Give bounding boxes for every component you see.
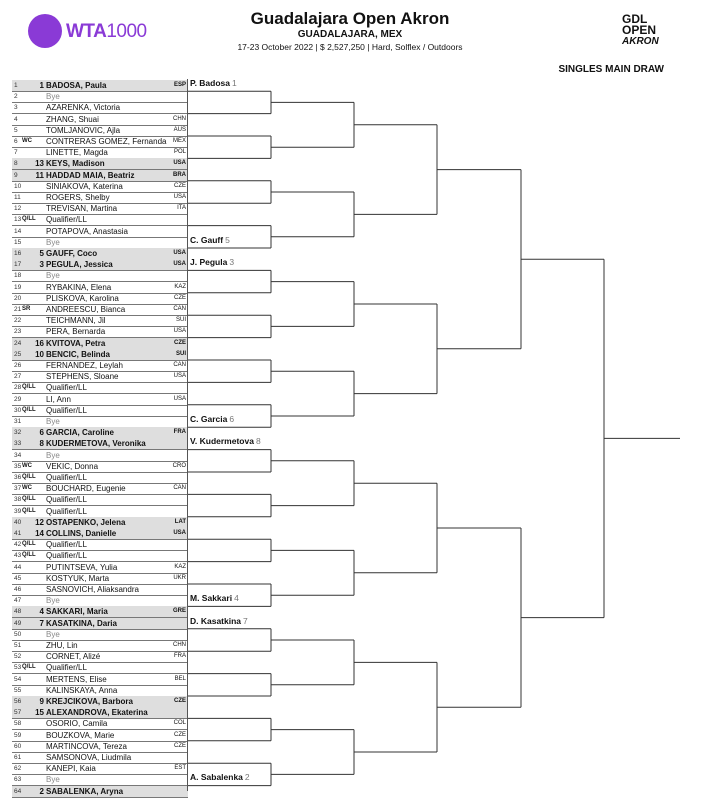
advancing-player-name: A. Sabalenka: [190, 772, 243, 783]
player-nationality: CHN: [173, 115, 186, 122]
entry-number: 53: [14, 664, 22, 672]
entry-seed: 8: [39, 439, 44, 449]
draw-entry: [12, 259, 188, 271]
entry-number: 32: [14, 429, 22, 437]
entry-number: 15: [14, 238, 22, 246]
entry-number: 1: [14, 82, 18, 89]
player-name: Qualifier/LL: [46, 405, 87, 415]
player-name: Qualifier/LL: [46, 495, 87, 505]
player-name: TREVISAN, Martina: [46, 204, 118, 214]
draw-entry: [12, 573, 188, 585]
draw-entry: [12, 326, 188, 338]
advancing-player-seed: 4: [234, 593, 239, 604]
entry-number: 3: [14, 104, 18, 112]
entry-number: 21: [14, 306, 22, 313]
advancing-player-name: C. Garcia: [190, 414, 228, 424]
entry-seed: 9: [39, 697, 44, 706]
player-name: KANEPI, Kaia: [46, 764, 96, 774]
advancing-player: [190, 235, 230, 245]
player-name: Qualifier/LL: [46, 215, 87, 225]
draw-entry: [12, 752, 188, 764]
player-name: GAUFF, Coco: [46, 249, 98, 258]
player-nationality: CZE: [174, 182, 186, 189]
draw-entry: [12, 125, 188, 137]
entry-number: 23: [14, 328, 22, 336]
draw-entry: [12, 293, 188, 305]
advancing-player-seed: 3: [229, 257, 235, 268]
draw-entry: [12, 562, 188, 574]
entry-number: 38: [14, 496, 22, 504]
entry-tag: Q/LL: [22, 384, 36, 391]
player-name: PUTINTSEVA, Yulia: [46, 562, 118, 572]
entry-number: 33: [14, 440, 22, 448]
player-nationality: POL: [173, 149, 186, 156]
player-name: POTAPOVA, Anastasia: [46, 226, 128, 236]
draw-entry: [12, 696, 188, 708]
advancing-player-seed: 5: [225, 234, 230, 245]
entry-number: 18: [14, 272, 22, 280]
advancing-player-name: P. Badosa: [190, 78, 231, 88]
entry-number: 35: [14, 462, 22, 470]
entry-number: 62: [14, 765, 22, 773]
entry-number: 59: [14, 731, 22, 739]
entry-number: 36: [14, 474, 22, 481]
entry-tag: SR: [22, 306, 31, 312]
player-name: KOSTYUK, Marta: [46, 573, 110, 583]
player-name: SINIAKOVA, Katerina: [46, 181, 123, 191]
advancing-player-seed: 6: [229, 414, 235, 424]
entry-number: 10: [14, 182, 22, 190]
player-nationality: CAN: [173, 362, 186, 368]
player-name: OSORIO, Camila: [46, 719, 108, 729]
gdl-open-akron-logo: GDL OPEN AKRON: [622, 12, 659, 47]
draw-entry: [12, 461, 188, 473]
entry-number: 40: [14, 518, 22, 526]
entry-seed: 11: [35, 170, 44, 180]
draw-entry: [12, 203, 188, 215]
player-nationality: GRE: [172, 608, 186, 615]
entry-seed: 10: [35, 349, 44, 359]
player-nationality: CZE: [174, 731, 186, 738]
draw-entry: [12, 674, 188, 686]
player-name: OSTAPENKO, Jelena: [46, 517, 126, 527]
player-name: SAMSONOVA, Liudmila: [46, 753, 132, 762]
player-name: FERNANDEZ, Leylah: [46, 361, 123, 370]
entry-number: 7: [14, 149, 18, 157]
player-name: COLLINS, Danielle: [46, 529, 117, 538]
entry-number: 37: [14, 485, 22, 493]
draw-entry: [12, 517, 188, 529]
entry-number: 14: [14, 227, 22, 235]
player-name: KVITOVA, Petra: [46, 338, 106, 348]
advancing-player: [190, 414, 234, 424]
entry-number: 22: [14, 317, 22, 325]
player-nationality: CAN: [173, 485, 186, 492]
draw-entry: [12, 550, 188, 562]
draw-entry: [12, 80, 188, 92]
player-name: BOUCHARD, Eugenie: [46, 484, 126, 494]
player-name: MERTENS, Elise: [46, 674, 107, 684]
entry-seed: 2: [39, 786, 44, 796]
draw-entry: [12, 315, 188, 327]
entry-number: 49: [14, 619, 22, 627]
draw-entry: [12, 774, 188, 786]
advancing-player-name: J. Pegula: [190, 257, 228, 268]
player-name: TEICHMANN, Jil: [46, 316, 106, 326]
entry-number: 47: [14, 597, 22, 605]
draw-entry: [12, 192, 188, 204]
entry-number: 51: [14, 642, 22, 649]
draw-entry: [12, 181, 188, 193]
draw-entry: [12, 629, 188, 641]
tournament-location: GUADALAJARA, MEX: [297, 29, 403, 40]
player-nationality: BRA: [173, 171, 186, 178]
advancing-player-name: V. Kudermetova: [190, 436, 254, 447]
entry-tag: WC: [22, 485, 32, 492]
player-name: SAKKARI, Maria: [46, 607, 108, 617]
player-name: BENCIC, Belinda: [46, 349, 111, 359]
player-nationality: FRA: [173, 429, 186, 436]
draw-entry: [12, 651, 188, 663]
player-nationality: USA: [173, 328, 186, 335]
draw-entry: [12, 360, 188, 372]
draw-entry: [12, 349, 188, 361]
entry-number: 46: [14, 586, 22, 593]
entry-number: 60: [14, 742, 22, 750]
entry-tag: Q/LL: [22, 216, 36, 223]
player-name: ANDREESCU, Bianca: [46, 305, 126, 314]
entry-number: 48: [14, 608, 22, 616]
draw-entry: [12, 483, 188, 495]
entry-number: 55: [14, 686, 22, 694]
player-name: AZARENKA, Victoria: [46, 103, 121, 113]
player-name: BADOSA, Paula: [46, 81, 107, 90]
draw-entry: [12, 371, 188, 383]
draw-entry: [12, 472, 188, 484]
entry-number: 26: [14, 362, 22, 369]
entry-number: 12: [14, 205, 22, 213]
player-nationality: USA: [173, 194, 186, 200]
entry-number: 31: [14, 418, 22, 425]
entry-tag: Q/LL: [22, 552, 36, 559]
draw-entry: [12, 427, 188, 439]
player-name: Qualifier/LL: [46, 540, 87, 550]
entry-number: 24: [14, 339, 22, 347]
draw-entry: [12, 707, 188, 719]
entry-number: 41: [14, 530, 22, 537]
player-nationality: CZE: [174, 742, 186, 749]
player-name: LI, Ann: [46, 394, 71, 404]
player-nationality: USA: [173, 261, 186, 268]
player-name: KALINSKAYA, Anna: [46, 685, 118, 695]
tournament-info: 17-23 October 2022 | $ 2,527,250 | Hard, Solflex / Outdoors: [237, 42, 463, 52]
entry-number: 50: [14, 630, 22, 638]
entry-tag: WC: [22, 462, 32, 469]
tournament-title: Guadalajara Open Akron: [250, 9, 450, 28]
entry-tag: Q/LL: [22, 474, 36, 480]
player-name: LINETTE, Magda: [46, 148, 108, 158]
draw-entry: [12, 416, 188, 428]
player-name: Bye: [46, 417, 60, 426]
entry-tag: Q/LL: [22, 507, 36, 514]
draw-entry: [12, 226, 188, 238]
player-nationality: UKR: [173, 574, 186, 581]
player-nationality: SUI: [175, 317, 186, 324]
player-nationality: ESP: [173, 82, 186, 88]
player-nationality: CZE: [174, 294, 186, 301]
entry-tag: Q/LL: [22, 406, 36, 413]
player-name: Bye: [46, 450, 60, 460]
entry-number: 2: [14, 93, 18, 101]
player-name: HADDAD MAIA, Beatriz: [46, 170, 135, 180]
draw-entry: [12, 214, 188, 226]
draw-entry: [12, 394, 188, 406]
entry-seed: 12: [35, 517, 44, 527]
draw-entry: [12, 270, 188, 282]
draw-entry: [12, 662, 188, 674]
player-nationality: CHN: [173, 642, 186, 648]
entry-number: 6: [14, 138, 18, 145]
draw-entry: [12, 685, 188, 697]
advancing-player: [190, 257, 234, 267]
draw-entry: [12, 248, 188, 260]
player-name: STEPHENS, Sloane: [46, 372, 119, 382]
player-name: KEYS, Madison: [46, 159, 105, 169]
player-name: Qualifier/LL: [46, 506, 87, 516]
draw-entry: [12, 282, 188, 294]
player-name: ROGERS, Shelby: [46, 193, 110, 202]
advancing-player-name: M. Sakkari: [190, 593, 233, 604]
player-nationality: AUS: [173, 126, 186, 133]
player-nationality: ITA: [177, 205, 186, 212]
draw-entry: [12, 539, 188, 551]
player-name: RYBAKINA, Elena: [46, 282, 112, 292]
player-name: Bye: [46, 92, 60, 102]
entry-number: 57: [14, 709, 22, 717]
entry-number: 34: [14, 451, 22, 459]
advancing-player: [190, 436, 261, 446]
entry-number: 44: [14, 563, 22, 571]
draw-entry: [12, 494, 188, 506]
player-nationality: KAZ: [174, 283, 186, 290]
player-name: CORNET, Alizé: [46, 652, 101, 662]
wta-logo-text: WTA1000: [66, 21, 147, 42]
draw-entry: [12, 640, 188, 652]
player-name: Qualifier/LL: [46, 663, 87, 673]
entry-number: 39: [14, 507, 22, 515]
entry-number: 5: [14, 126, 18, 134]
player-name: Qualifier/LL: [46, 551, 87, 561]
player-name: Bye: [46, 271, 60, 281]
entry-number: 16: [14, 250, 22, 257]
player-nationality: CZE: [174, 339, 186, 346]
entry-seed: 7: [39, 618, 44, 628]
draw-entry: [12, 730, 188, 742]
entry-number: 64: [14, 787, 22, 795]
draw-entry: [12, 338, 188, 350]
advancing-player: [190, 78, 237, 88]
entry-number: 52: [14, 653, 22, 661]
entry-number: 42: [14, 541, 22, 549]
advancing-player-seed: 7: [243, 615, 248, 626]
player-name: PEGULA, Jessica: [46, 260, 113, 270]
entry-number: 29: [14, 395, 22, 403]
player-name: ALEXANDROVA, Ekaterina: [46, 708, 148, 718]
entry-seed: 16: [35, 338, 44, 348]
entry-seed: 3: [39, 260, 44, 270]
player-nationality: USA: [173, 160, 186, 167]
entry-seed: 5: [39, 249, 44, 258]
advancing-player: [190, 593, 239, 603]
player-nationality: CAN: [173, 306, 186, 312]
entry-seed: 1: [39, 81, 44, 90]
player-nationality: SUI: [175, 350, 186, 357]
draw-entry: [12, 102, 188, 114]
entry-tag: Q/LL: [22, 541, 36, 548]
player-name: ZHANG, Shuai: [46, 114, 99, 124]
entry-number: 19: [14, 283, 22, 291]
draw-entry: [12, 506, 188, 518]
entry-number: 61: [14, 754, 22, 761]
player-name: PERA, Bernarda: [46, 327, 106, 337]
draw-entry: [12, 786, 188, 798]
player-nationality: USA: [173, 250, 186, 256]
player-name: TOMLJANOVIC, Ajla: [46, 125, 121, 135]
player-name: Bye: [46, 596, 60, 606]
entry-number: 8: [14, 160, 18, 168]
player-name: KREJCIKOVA, Barbora: [46, 697, 133, 706]
entry-number: 25: [14, 350, 22, 358]
draw-entry: [12, 618, 188, 630]
entry-number: 43: [14, 552, 22, 560]
entry-number: 4: [14, 115, 18, 123]
player-nationality: USA: [173, 395, 186, 402]
entry-number: 20: [14, 294, 22, 302]
player-name: BOUZKOVA, Marie: [46, 730, 115, 740]
entry-number: 17: [14, 261, 22, 269]
draw-entry: [12, 718, 188, 730]
draw-entry: [12, 114, 188, 126]
advancing-player-seed: 1: [232, 78, 237, 88]
entry-number: 28: [14, 384, 22, 392]
player-name: VEKIC, Donna: [46, 461, 99, 471]
advancing-player-seed: 2: [244, 772, 250, 783]
draw-entry: [12, 741, 188, 753]
draw-entry: [12, 158, 188, 170]
player-name: SABALENKA, Aryna: [46, 786, 124, 796]
draw-entry: [12, 450, 188, 462]
player-name: PLISKOVA, Karolina: [46, 293, 119, 303]
player-nationality: FRA: [174, 653, 186, 660]
draw-entry: [12, 382, 188, 394]
draw-entry: [12, 304, 188, 316]
entry-seed: 14: [35, 529, 44, 538]
player-nationality: BEL: [174, 675, 186, 682]
player-name: Bye: [46, 629, 60, 639]
player-name: MARTINCOVA, Tereza: [46, 741, 127, 751]
player-name: CONTRERAS GOMEZ, Fernanda: [46, 137, 167, 146]
entry-number: 30: [14, 406, 22, 414]
player-name: KUDERMETOVA, Veronika: [46, 439, 146, 449]
draw-entry: [12, 584, 188, 596]
entry-number: 11: [14, 194, 21, 201]
entry-number: 9: [14, 171, 18, 179]
entry-tag: Q/LL: [22, 664, 36, 671]
entry-number: 56: [14, 698, 22, 705]
entry-tag: WC: [22, 138, 32, 144]
entry-number: 63: [14, 776, 22, 784]
player-name: ZHU, Lin: [46, 641, 78, 650]
entry-tag: Q/LL: [22, 496, 36, 503]
advancing-player: [190, 616, 248, 626]
draw-entry: [12, 763, 188, 775]
draw-entry: [12, 170, 188, 182]
draw-entry: [12, 405, 188, 417]
player-nationality: KAZ: [174, 563, 186, 570]
player-nationality: MEX: [172, 138, 186, 144]
player-name: GARCIA, Caroline: [46, 428, 115, 438]
entry-seed: 4: [39, 607, 44, 617]
entry-number: 27: [14, 373, 22, 381]
player-nationality: USA: [173, 373, 186, 380]
player-nationality: COL: [173, 720, 186, 727]
draw-entry: [12, 528, 188, 540]
draw-entry: [12, 136, 188, 148]
draw-entry: [12, 595, 188, 607]
player-nationality: CZE: [174, 698, 186, 704]
player-name: KASATKINA, Daria: [46, 618, 117, 628]
entry-seed: 6: [39, 428, 44, 438]
player-name: SASNOVICH, Aliaksandra: [46, 585, 139, 594]
draw-label: SINGLES MAIN DRAW: [558, 64, 664, 75]
draw-entry: [12, 438, 188, 450]
player-nationality: CRO: [172, 462, 186, 469]
entry-number: 13: [14, 216, 22, 224]
player-nationality: LAT: [174, 518, 186, 525]
player-name: Bye: [46, 775, 60, 785]
draw-entry: [12, 606, 188, 618]
draw-entry: [12, 91, 188, 103]
entry-seed: 15: [35, 708, 44, 718]
player-name: Qualifier/LL: [46, 473, 87, 482]
advancing-player: [190, 772, 250, 782]
entry-seed: 13: [35, 159, 44, 169]
advancing-player-name: C. Gauff: [190, 234, 224, 245]
entry-number: 58: [14, 720, 22, 728]
entry-number: 54: [14, 675, 22, 683]
player-nationality: USA: [173, 530, 186, 536]
player-name: Bye: [46, 237, 60, 247]
player-name: Qualifier/LL: [46, 383, 87, 393]
draw-entry: [12, 237, 188, 249]
draw-entry: [12, 147, 188, 159]
entry-number: 45: [14, 574, 22, 582]
player-nationality: EST: [174, 765, 186, 772]
advancing-player-name: D. Kasatkina: [190, 615, 242, 626]
advancing-player-seed: 8: [255, 436, 261, 447]
